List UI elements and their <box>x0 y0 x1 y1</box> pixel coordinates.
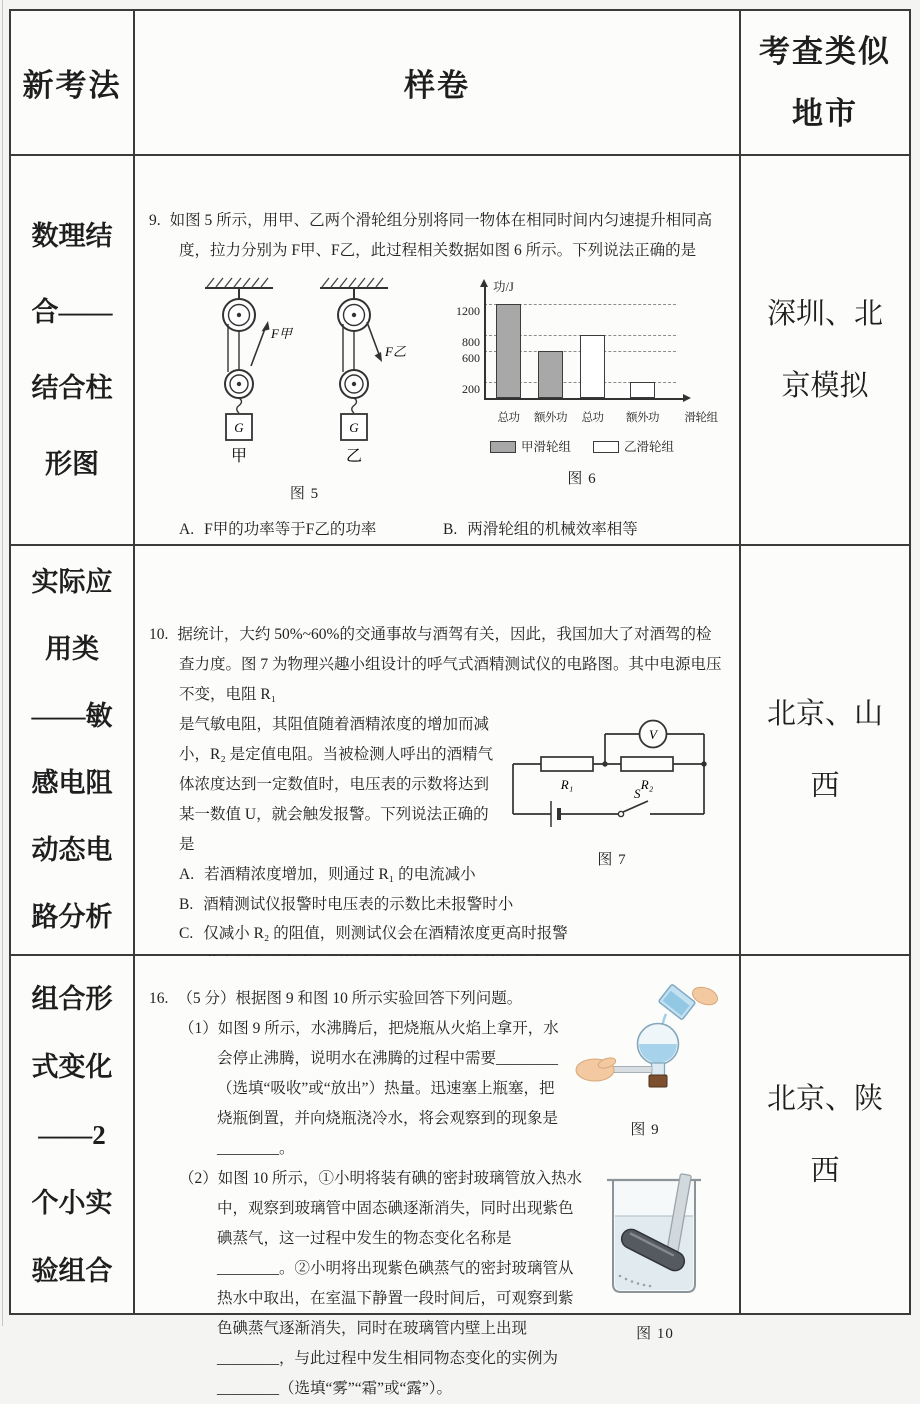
ytick-800: 800 <box>462 335 480 350</box>
legend-item-乙滑轮组 <box>593 432 674 462</box>
row3-cities-label: 北京、陕 西 <box>766 1082 883 1187</box>
circuit-diagram <box>501 714 716 832</box>
weight-label-jia: G <box>234 420 244 435</box>
question-10-cell <box>135 546 741 956</box>
question-9-number: 9. <box>149 212 161 229</box>
header-sample-label: 样卷 <box>404 68 470 103</box>
system-label-yi: 乙 <box>345 448 363 465</box>
question-10-row <box>149 710 723 890</box>
question-16-section-2 <box>149 1164 723 1404</box>
legend-item-甲滑轮组 <box>490 432 571 462</box>
row3-cities-cell <box>741 956 909 1313</box>
bar-甲滑轮组-额外功 <box>538 351 563 398</box>
row2-cities-label: 北京、山 西 <box>766 698 883 802</box>
ytick-1200: 1200 <box>456 303 480 318</box>
force-arrow-yi <box>375 352 383 362</box>
bar-乙滑轮组-额外功 <box>630 382 655 398</box>
system-label-jia: 甲 <box>230 448 248 465</box>
figure6-legend <box>446 432 718 462</box>
xcat-0: 总功 <box>497 412 520 424</box>
y-axis-label: 功/J <box>493 280 514 294</box>
xcat-2: 总功 <box>581 412 604 424</box>
question-10-intro: 据统计，大约 50%~60%的交通事故与酒驾有关，因此，我国加大了对酒驾的检查力度。图 7 为物理兴趣小组设计的呼气式酒精测试仪的电路图。其中电源电压不变，电阻 R₁ <box>177 626 722 703</box>
page-edge-line <box>2 0 3 1326</box>
figure-10 <box>593 1168 717 1349</box>
exam-methods-table <box>9 9 911 1397</box>
header-col-cities <box>741 11 909 156</box>
question-16-number: 16. <box>149 990 169 1007</box>
question-10-text <box>149 620 723 710</box>
question-10-left <box>179 710 501 890</box>
question-16-section-1 <box>149 984 723 1164</box>
row1-cities-cell <box>741 156 909 546</box>
xcat-1: 额外功 <box>534 412 567 424</box>
question-16-part2: （2）如图 10 所示，①小明将装有碘的密封玻璃管放入热水中，观察到玻璃管中固态碘逐渐消失，同时出现紫色碘蒸气，这一过程中发生的物态变化名称是________。②小明将出现紫色碘蒸气的密封玻璃管从热水中取出，在室温下静置一段时间后，可观察到紫色碘蒸气逐渐消失，同时在玻璃管内壁上出现________，与此过程中发生相同物态变化的实例为________（选填“雾”“霜”或“露”）。 <box>179 1170 583 1397</box>
ytick-600: 600 <box>462 350 480 365</box>
r1-label: R₁ <box>560 777 574 792</box>
pulley-system-jia <box>223 288 294 465</box>
switch-label: S <box>634 786 641 801</box>
ceiling-hatch-right <box>322 278 383 287</box>
question-16-intro: （5 分）根据图 9 和图 10 所示实验回答下列问题。 <box>177 990 523 1007</box>
q10-option-c: C. 仅减小 R₂ 的阻值，则测试仪会在酒精浓度更高时报警 <box>179 925 568 942</box>
q9-option-b: B. 两滑轮组的机械效率相等 <box>443 521 638 538</box>
voltmeter-label: V <box>649 727 657 742</box>
switch-blade <box>623 801 648 812</box>
figure-6-chart <box>446 274 718 494</box>
header-cities-label: 考查类似 地市 <box>759 33 891 131</box>
legend-swatch <box>593 441 619 453</box>
ceiling-hatch-left <box>207 278 268 287</box>
y-axis <box>484 284 486 398</box>
figure-9 <box>569 984 721 1145</box>
flask-neck <box>652 1063 665 1076</box>
q10-option-b: B. 酒精测试仪报警时电压表的示数比未报警时小 <box>179 895 514 913</box>
question-16-cell <box>135 956 741 1397</box>
q9-option-a: A. F甲的功率等于F乙的功率 <box>179 521 377 538</box>
ytick-200: 200 <box>462 382 480 397</box>
force-label-yi: F乙 <box>385 344 406 359</box>
y-axis-arrow <box>480 275 488 287</box>
figure-10-caption: 图 10 <box>636 1326 674 1342</box>
x-axis-arrow <box>683 394 695 402</box>
row2-method-label: 实际应 用类 ——敏 感电阻 动态电 路分析 <box>31 567 113 932</box>
question-10-rest: 是气敏电阻，其阻值随着酒精浓度的增加而减小，R₂ 是定值电阻。当被检测人呼出的酒精气体浓度达到一定数值时，电压表的示数将达到某一数值 U，就会触发报警。下列说法正确的是 <box>179 716 494 853</box>
figure-9-caption: 图 9 <box>630 1122 660 1138</box>
row1-cities-label: 深圳、北 京模拟 <box>766 298 883 402</box>
header-col-method <box>11 11 135 156</box>
x-axis-label: 滑轮组 <box>684 412 718 424</box>
figure-5-caption: 图 5 <box>289 486 320 502</box>
figure-5-pulleys <box>177 274 432 509</box>
question-10-number: 10. <box>149 626 169 643</box>
header-method-label: 新考法 <box>22 68 122 103</box>
force-label-jia: F甲 <box>271 326 292 341</box>
r2-label: R₂ <box>640 777 654 792</box>
bar-乙滑轮组-总功 <box>580 335 605 398</box>
switch-pivot <box>618 811 623 816</box>
row1-method-cell <box>11 156 135 546</box>
legend-label: 乙滑轮组 <box>624 440 675 454</box>
flask-stopper <box>649 1075 667 1087</box>
question-9-body: 如图 5 所示，用甲、乙两个滑轮组分别将同一物体在相同时间内匀速提升相同高度，拉力分别为 F甲、F乙，此过程相关数据如图 6 所示。下列说法正确的是 <box>169 212 713 259</box>
figure-7-circuit <box>501 714 723 875</box>
question-9-cell <box>135 156 741 546</box>
legend-label: 甲滑轮组 <box>520 440 571 454</box>
water-cup <box>658 984 695 1020</box>
row1-method-label: 数理结 合—— 结合柱 形图 <box>31 221 113 479</box>
bar-甲滑轮组-总功 <box>496 304 521 398</box>
pulley-system-yi <box>338 288 406 465</box>
weight-label-yi: G <box>349 420 359 435</box>
xcat-3: 额外功 <box>626 412 659 424</box>
row3-method-label: 组合形 式变化 ——2 个小实 验组合 <box>31 983 113 1286</box>
flask-pouring-illustration <box>569 984 719 1102</box>
row2-method-cell <box>11 546 135 956</box>
x-axis <box>484 398 684 400</box>
figure-6-caption: 图 6 <box>567 471 597 487</box>
legend-swatch <box>490 441 516 453</box>
row2-cities-cell <box>741 546 909 956</box>
iodine-tube-beaker-illustration <box>593 1168 715 1306</box>
question-9-figures <box>177 274 723 509</box>
question-9-text <box>149 206 723 266</box>
pulley-diagram <box>177 274 432 466</box>
q10-option-a: A. 若酒精浓度增加，则通过 R₁ 的电流减小 <box>179 866 476 883</box>
force-arrow-jia <box>262 321 270 332</box>
question-16-part1: （1）如图 9 所示，水沸腾后，把烧瓶从火焰上拿开，水会停止沸腾，说明水在沸腾的过程中需要________（选填“吸收”或“放出”）热量。迅速塞上瓶塞，把烧瓶倒置，并向烧瓶浇冷水，将会观察到的现象是________。 <box>179 1020 559 1157</box>
header-col-sample <box>135 11 741 156</box>
row3-method-cell <box>11 956 135 1313</box>
figure-7-caption: 图 7 <box>597 852 627 868</box>
figure6-plot <box>446 274 718 424</box>
